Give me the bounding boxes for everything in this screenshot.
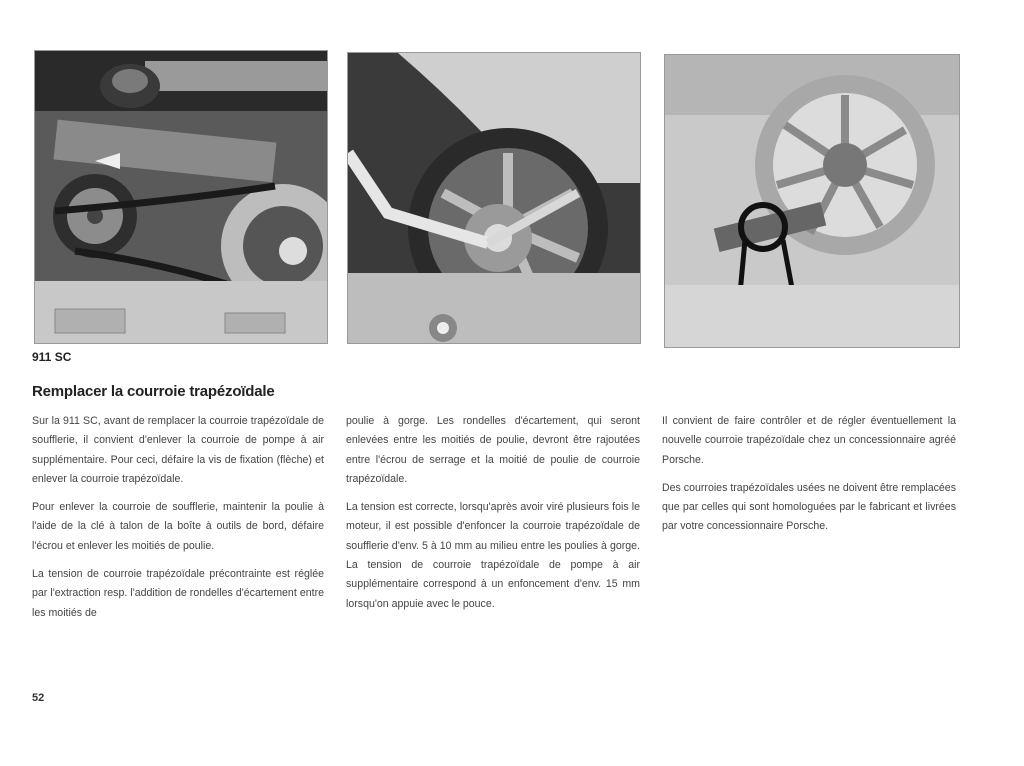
pulley-wrench-illustration — [348, 53, 640, 343]
figure-caption: 911 SC — [32, 350, 72, 364]
paragraph: Des courroies trapézoïdales usées ne doivent être remplacées que par celles qui sont homologuées par le fabricant et livrées par votre concessionnaire Porsche. — [662, 481, 956, 533]
paragraph: Il convient de faire contrôler et de régler éventuellement la nouvelle courroie trapézoïdale chez un concessionnaire agréé Porsche. — [662, 415, 956, 466]
alternator-fan-photo — [664, 54, 960, 348]
page-number: 52 — [32, 692, 45, 704]
alternator-fan-illustration — [665, 55, 959, 347]
paragraph: Sur la 911 SC, avant de remplacer la courroie trapézoïdale de soufflerie, il convient d'enlever la courroie de pompe à air supplémentaire. Pour ceci, défaire la vis de fixation (flèche) et enlever la courroie trapézoïdale. — [32, 415, 324, 485]
text-column-2 — [346, 412, 640, 623]
paragraph: La tension est correcte, lorsqu'après avoir viré plusieurs fois le moteur, il est possible d'enfoncer la courroie trapézoïdale de soufflerie d'env. 5 à 10 mm au milieu entre les poulies à gorge. La tension de courroie trapézoïdale de pompe à air supplémentaire correspond à un enfoncement d'env. 15 mm lorsqu'on appuie avec le pouce. — [346, 501, 640, 610]
section-heading: Remplacer la courroie trapézoïdale — [32, 383, 275, 400]
paragraph: poulie à gorge. Les rondelles d'écartement, qui seront enlevées entre les moitiés de poulie, devront être rajoutées entre l'écrou de serrage et la moitié de poulie de courroie trapézoïdale. — [346, 415, 640, 485]
text-column-1 — [32, 412, 324, 632]
paragraph: La tension de courroie trapézoïdale précontrainte est réglée par l'extraction resp. l'addition de rondelles d'écartement entre les moitiés de — [32, 568, 324, 619]
engine-compartment-photo — [34, 50, 328, 344]
pulley-wrench-photo — [347, 52, 641, 344]
engine-compartment-illustration — [35, 51, 327, 343]
paragraph: Pour enlever la courroie de soufflerie, maintenir la poulie à l'aide de la clé à talon de la boîte à outils de bord, défaire l'écrou et enlever les moitiés de poulie. — [32, 501, 324, 552]
text-column-3 — [662, 412, 956, 546]
